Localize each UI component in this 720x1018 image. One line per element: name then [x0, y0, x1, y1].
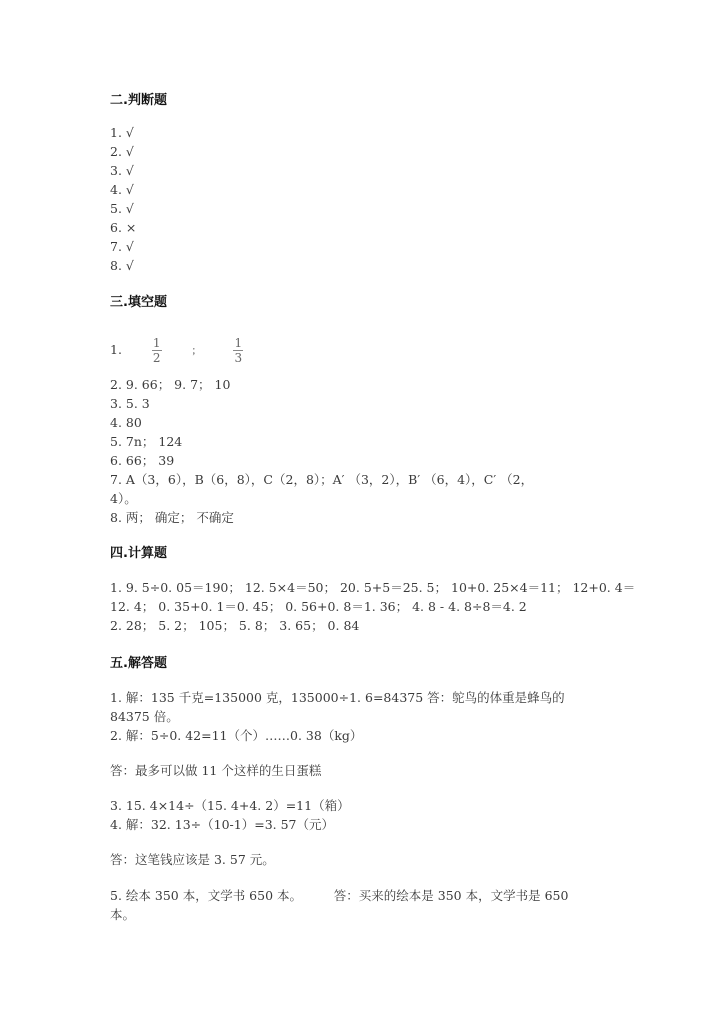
section-title-solve: 五.解答题: [110, 656, 167, 671]
section-title-fill: 三.填空题: [110, 295, 167, 310]
judge-item: 7. √: [110, 239, 134, 254]
judge-item: 4. √: [110, 182, 134, 197]
fill-item: 4. 80: [110, 415, 142, 430]
solve-item-5: 5. 绘本 350 本，文学书 650 本。 答：买来的绘本是 350 本，文学书是 650: [110, 888, 569, 903]
solve-item-2: 2. 解：5÷0. 42=11（个）……0. 38（kg）: [110, 728, 363, 743]
calc-item: 1. 9. 5÷0. 05＝190； 12. 5×4＝50； 20. 5+5＝25. 5； 10+0. 25×4＝11； 12+0. 4＝: [110, 580, 636, 595]
solve-item-1-continued: 84375 倍。: [110, 709, 179, 724]
section-title-calc: 四.计算题: [110, 546, 167, 561]
fill-item-1: [110, 334, 243, 368]
fill-item-continued: 4）。: [110, 491, 137, 506]
judge-item: 1. √: [110, 125, 134, 140]
judge-item: 8. √: [110, 258, 134, 273]
fill-item: 8. 两； 确定； 不确定: [110, 510, 234, 525]
fraction-numerator: 1: [152, 336, 161, 350]
fraction-one-half: [152, 336, 162, 365]
separator: ；: [191, 346, 202, 357]
solve-item-2-answer: 答：最多可以做 11 个这样的生日蛋糕: [110, 763, 322, 778]
fill-item: 2. 9. 66； 9. 7； 10: [110, 377, 231, 392]
fill-item: 6. 66； 39: [110, 453, 175, 468]
fraction-numerator: 1: [234, 336, 243, 350]
solve-item-4: 4. 解：32. 13÷（10-1）=3. 57（元）: [110, 817, 334, 832]
solve-item-4-answer: 答：这笔钱应该是 3. 57 元。: [110, 852, 275, 867]
judge-item: 6. ×: [110, 220, 137, 235]
fill-item: 7. A（3，6），B（6，8），C（2，8）；A′ （3，2），B′ （6，4），C′ （2，: [110, 472, 534, 487]
judge-item: 2. √: [110, 144, 134, 159]
solve-item-3: 3. 15. 4×14÷（15. 4+4. 2）=11（箱）: [110, 798, 350, 813]
fill-item: 3. 5. 3: [110, 396, 150, 411]
fill-item-1-label: 1.: [110, 342, 122, 357]
solve-item-1: 1. 解：135 千克=135000 克，135000÷1. 6=84375 答：鸵鸟的体重是蜂鸟的: [110, 690, 565, 705]
calc-item-continued: 12. 4； 0. 35+0. 1＝0. 45； 0. 56+0. 8＝1. 36； 4. 8 - 4. 8÷8＝4. 2: [110, 599, 527, 614]
fraction-denominator: 2: [152, 351, 161, 365]
fraction-denominator: 3: [234, 351, 243, 365]
fraction-one-third: [233, 336, 243, 365]
fill-item: 5. 7n； 124: [110, 434, 183, 449]
solve-item-5-continued: 本。: [110, 907, 136, 922]
judge-item: 3. √: [110, 163, 134, 178]
section-title-judge: 二.判断题: [110, 93, 167, 108]
judge-item: 5. √: [110, 201, 134, 216]
calc-item: 2. 28； 5. 2； 105； 5. 8； 3. 65； 0. 84: [110, 618, 360, 633]
